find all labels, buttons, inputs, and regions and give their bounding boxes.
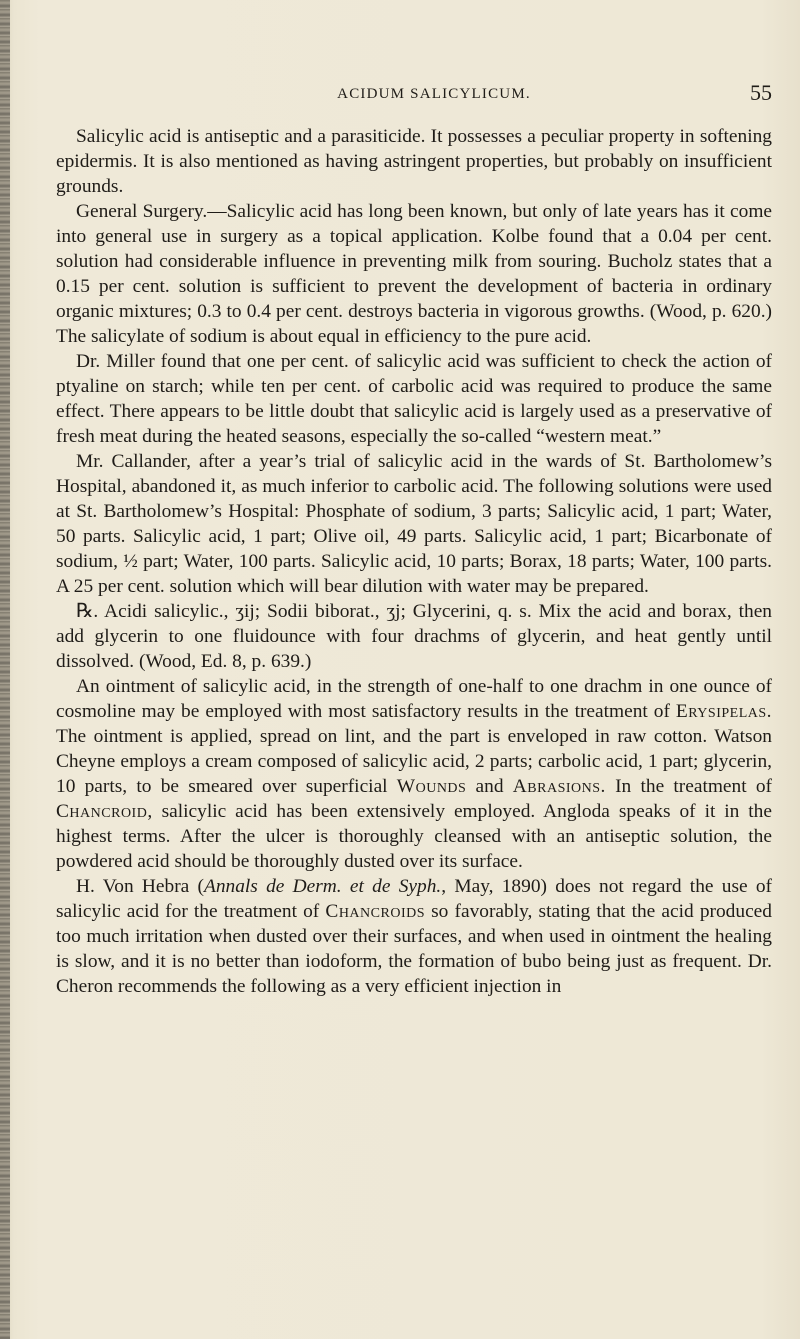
term-abrasions: Abrasions. <box>512 776 606 797</box>
running-title: ACIDUM SALICYLICUM. <box>337 86 531 102</box>
paragraph-6-part-5: salicylic acid has been extensively employed. Angloda speaks of it in the highest terms. After the ulcer is thoroughly cleansed with an antiseptic solution, the powdered acid should be thoroughly dusted over its surface. <box>56 801 772 872</box>
citation-journal-title: Annals de Derm. et de Syph. <box>203 876 442 897</box>
paragraph-4-text: Mr. Callander, after a year’s trial of salicylic acid in the wards of St. Bartholomew’s Hospital, abandoned it, as much inferior to carbolic acid. The following solutions were used at St. Bartholomew’s Hospital: Phosphate of sodium, 3 parts; Salicylic acid, 1 part; Water, 50 parts. Salicylic acid, 1 part; Olive oil, 49 parts. Salicylic acid, 1 part; Bicarbonate of sodium, ½ part; Water, 100 parts. Salicylic acid, 10 parts; Borax, 18 parts; Water, 100 parts. A 25 per cent. solution which will bear dilution with water may be prepared. <box>56 451 772 597</box>
paragraph-1-text: Salicylic acid is antiseptic and a parasiticide. It possesses a peculiar property in softening epidermis. It is also mentioned as having astringent properties, but probably on insufficient grounds. <box>56 126 772 197</box>
page-number: 55 <box>750 80 772 105</box>
paragraph-7 <box>56 874 772 999</box>
paragraph-3 <box>56 349 772 449</box>
paragraph-7-part-2: , May, 1890) does not regard the use of salicylic acid for the treatment of <box>56 876 773 922</box>
paragraph-1 <box>56 124 772 199</box>
paragraph-6-part-1: An ointment of salicylic acid, in the strength of one-half to one drachm in one ounce of cosmoline may be employed with most satisfactory results in the treatment of <box>56 676 772 722</box>
term-chancroids: Chancroids <box>325 901 425 922</box>
paragraph-4 <box>56 449 772 599</box>
paragraph-5-prescription <box>56 599 772 674</box>
paragraph-6 <box>56 674 772 874</box>
paragraph-2-text: —Salicylic acid has long been known, but only of late years has it come into general use in surgery as a topical application. Kolbe found that a 0.04 per cent. solution had considerable influence in preventing milk from souring. Bucholz states that a 0.15 per cent. solution is sufficient to prevent the development of bacteria in ordinary organic mixtures; 0.3 to 0.4 per cent. destroys bacteria in vigorous growths. (Wood, p. 620.) The salicylate of sodium is about equal in efficiency to the pure acid. <box>56 201 773 347</box>
paragraph-6-part-3: and <box>466 776 513 797</box>
book-spine-edge <box>0 0 10 1339</box>
paragraph-7-part-1: H. Von Hebra ( <box>76 876 204 897</box>
paragraph-3-text: Dr. Miller found that one per cent. of salicylic acid was sufficient to check the action of ptyaline on starch; while ten per cent. of carbolic acid was required to produce the same effect. There appears to be little doubt that salicylic acid is largely used as a preservative of fresh meat during the heated seasons, especially the so-called “western meat.” <box>56 351 772 447</box>
page-header <box>56 80 772 116</box>
page-body <box>56 124 772 999</box>
paragraph-5-text: ℞. Acidi salicylic., ʒij; Sodii biborat., ʒj; Glycerini, q. s. Mix the acid and borax, then add glycerin to one fluidounce with four drachms of glycerin, and heat gently until dissolved. (Wood, Ed. 8, p. 639.) <box>56 601 772 672</box>
term-chancroid: Chancroid, <box>56 801 153 822</box>
paragraph-7-part-3: so favorably, stating that the acid produced too much irritation when dusted over their surfaces, and when used in ointment the healing is slow, and it is no better than iodoform, the formation of bubo being just as frequent. Dr. Cheron recommends the following as a very efficient injection in <box>56 901 772 997</box>
paragraph-6-part-4: In the treatment of <box>605 776 772 797</box>
term-wounds: Wounds <box>396 776 467 797</box>
paragraph-6-part-2: The ointment is applied, spread on lint, and the part is enveloped in raw cotton. Watson Cheyne employs a cream composed of salicylic acid, 2 parts; carbolic acid, 1 part; glycerin, 10 parts, to be smeared over superficial <box>56 726 772 797</box>
section-heading-general-surgery: General Surgery. <box>76 201 208 222</box>
term-erysipelas: Erysipelas. <box>675 701 772 722</box>
paragraph-2 <box>56 199 772 349</box>
